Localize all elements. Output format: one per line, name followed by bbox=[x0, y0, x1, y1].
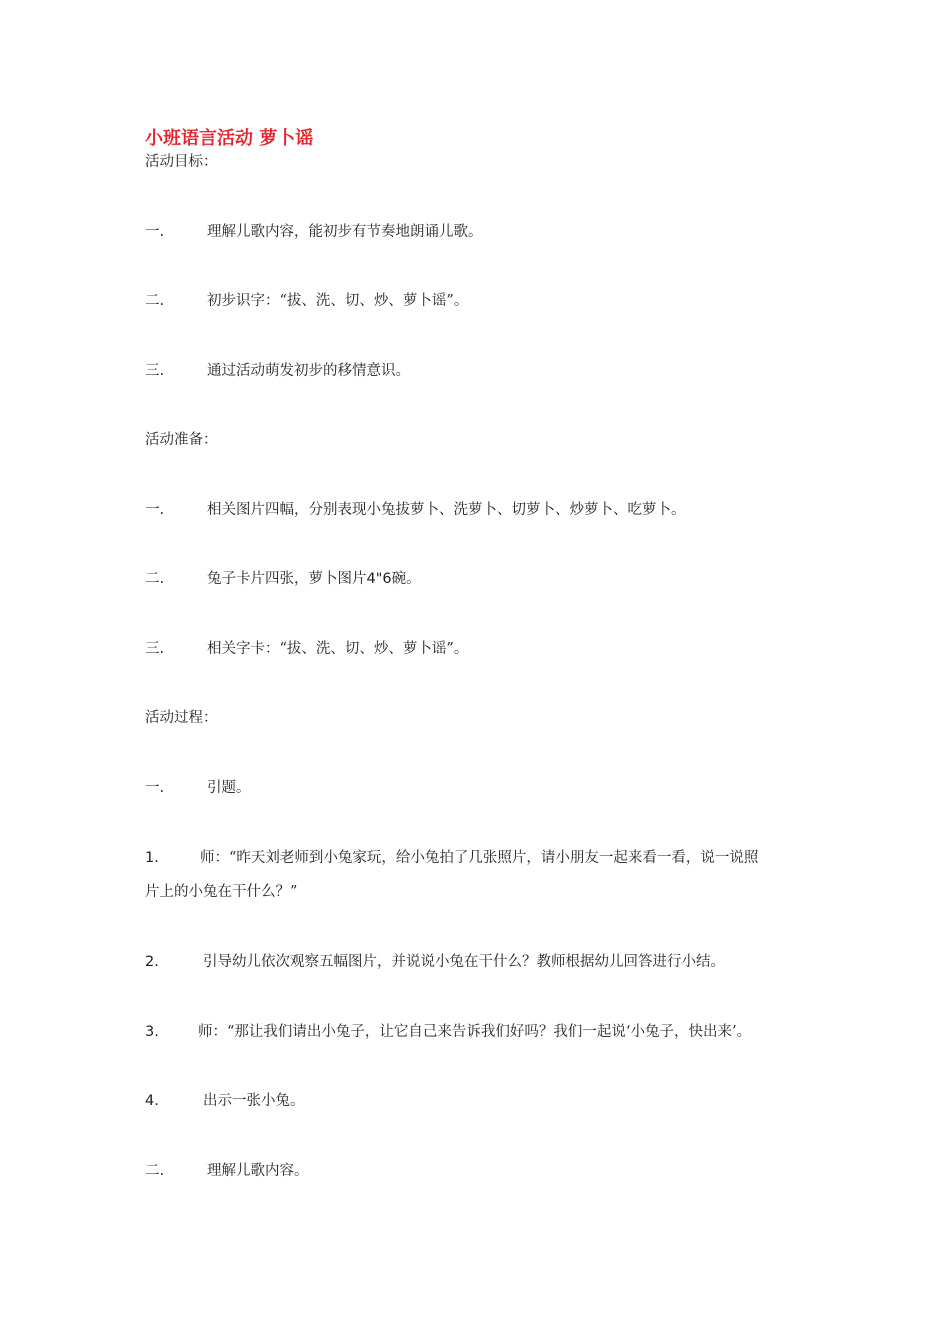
list-text: 引题。 bbox=[207, 780, 251, 796]
process-section-2 bbox=[145, 1161, 309, 1181]
document-title: 小班语言活动 萝卜谣 bbox=[145, 128, 314, 149]
list-number: 一. bbox=[145, 780, 165, 796]
step-number: 1. bbox=[145, 850, 159, 866]
step-number: 4. bbox=[145, 1093, 159, 1109]
step-number: 2. bbox=[145, 954, 159, 970]
list-text: 碗。 bbox=[391, 571, 421, 587]
goal-item-2 bbox=[145, 291, 468, 311]
process-step-3 bbox=[145, 1022, 751, 1042]
goal-item-3 bbox=[145, 361, 410, 381]
step-text: 师：“那让我们请出小兔子，让它自己来告诉我们好吗？我们一起说‘小兔子，快出来’。 bbox=[198, 1024, 752, 1040]
process-heading: 活动过程： bbox=[145, 710, 218, 726]
list-text: 兔子卡片四张，萝卜图片 bbox=[207, 571, 367, 587]
step-text: 出示一张小兔。 bbox=[203, 1093, 305, 1109]
list-number: 一. bbox=[145, 224, 165, 240]
step-text: 师：“昨天刘老师到小兔家玩，给小兔拍了几张照片，请小朋友一起来看一看，说一说照 bbox=[200, 850, 759, 866]
list-text: 理解儿歌内容，能初步有节奏地朗诵儿歌。 bbox=[207, 224, 483, 240]
step-number: 3. bbox=[145, 1024, 159, 1040]
goals-heading: 活动目标： bbox=[145, 154, 218, 170]
list-text: 初步识字：“拔、洗、切、炒、萝卜谣”。 bbox=[207, 293, 469, 309]
list-number: 三. bbox=[145, 363, 165, 379]
list-text: 相关字卡：“拔、洗、切、炒、萝卜谣”。 bbox=[207, 641, 469, 657]
process-step-2 bbox=[145, 952, 725, 972]
list-number: 二. bbox=[145, 1163, 165, 1179]
prep-item-2 bbox=[145, 569, 421, 589]
step-text-continued: 片上的小兔在干什么？” bbox=[145, 884, 298, 900]
prep-item-1 bbox=[145, 500, 686, 520]
list-text: 理解儿歌内容。 bbox=[207, 1163, 309, 1179]
prep-heading: 活动准备： bbox=[145, 432, 218, 448]
list-number: 二. bbox=[145, 293, 165, 309]
process-step-1 bbox=[145, 841, 825, 909]
list-text-number: 4"6 bbox=[366, 571, 392, 587]
step-text: 引导幼儿依次观察五幅图片，并说说小兔在干什么？教师根据幼儿回答进行小结。 bbox=[203, 954, 725, 970]
process-step-4 bbox=[145, 1091, 305, 1111]
process-section-1 bbox=[145, 778, 251, 798]
list-text: 通过活动萌发初步的移情意识。 bbox=[207, 363, 410, 379]
list-number: 二. bbox=[145, 571, 165, 587]
prep-item-3 bbox=[145, 639, 468, 659]
list-text: 相关图片四幅，分别表现小兔拔萝卜、洗萝卜、切萝卜、炒萝卜、吃萝卜。 bbox=[207, 502, 686, 518]
goal-item-1 bbox=[145, 222, 483, 242]
list-number: 一. bbox=[145, 502, 165, 518]
list-number: 三. bbox=[145, 641, 165, 657]
